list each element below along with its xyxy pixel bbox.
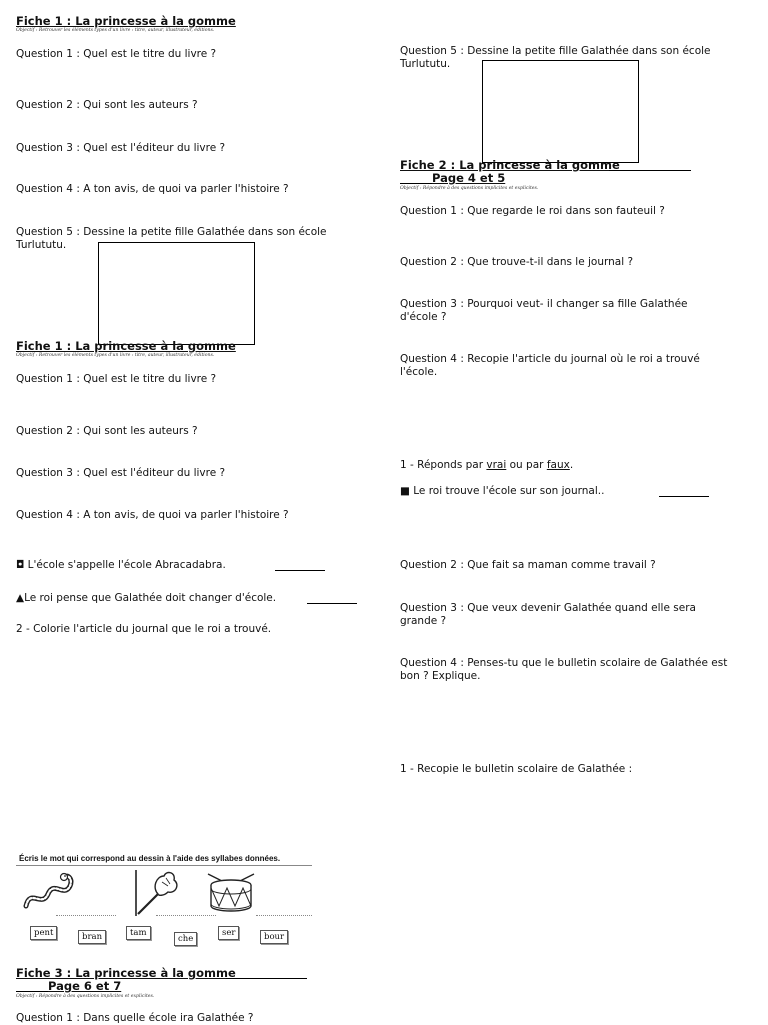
syllable-exercise-instruction: Écris le mot qui correspond au dessin à l'aide des syllabes données. — [19, 854, 281, 863]
fiche1-objective: Objectif : Retrouver les éléments types d'un livre : titre, auteur, illustrateur, éditions. — [16, 28, 215, 33]
fiche2-question-1: Question 1 : Que regarde le roi dans son fauteuil ? — [400, 205, 665, 217]
fiche2-question-3-line2: d'école ? — [400, 311, 447, 323]
fiche3-question-1: Question 1 : Dans quelle école ira Galathée ? — [16, 1012, 254, 1024]
syllable-card: bour — [260, 930, 288, 944]
fiche1-copy-question-2: Question 2 : Qui sont les auteurs ? — [16, 425, 198, 437]
exercise-1-mid: ou par — [506, 459, 547, 471]
fiche2b-question-3-line2: grande ? — [400, 615, 447, 627]
syllable-card: ser — [218, 926, 239, 940]
statement-1: ■ Le roi trouve l'école sur son journal.. — [400, 485, 605, 497]
fiche1-question-5-line1: Question 5 : Dessine la petite fille Galathée dans son école — [16, 226, 327, 238]
fiche1-title: Fiche 1 : La princesse à la gomme — [16, 14, 236, 28]
exercise-1-end: . — [569, 459, 574, 471]
fiche2-title: Fiche 2 : La princesse à la gomme — [400, 158, 620, 172]
fiche1-objective-copy: Objectif : Retrouver les éléments types d'un livre : titre, auteur, illustrateur, éditions. — [16, 353, 215, 358]
fiche3-title: Fiche 3 : La princesse à la gomme — [16, 966, 236, 980]
word-faux: faux — [546, 459, 570, 471]
fiche2-objective: Objectif : Répondre à des questions implicites et explicites. — [400, 186, 539, 191]
answer-line-statement-2[interactable] — [275, 570, 325, 571]
syllable-card: tam — [126, 926, 151, 940]
fiche1-copy-question-3: Question 3 : Quel est l'éditeur du livre ? — [16, 467, 226, 479]
drum-icon — [204, 872, 258, 916]
fiche1-question-5-line2: Turlututu. — [16, 239, 67, 251]
answer-line-statement-1[interactable] — [659, 496, 709, 497]
fiche2-question-3-line1: Question 3 : Pourquoi veut- il changer sa fille Galathée — [400, 298, 688, 310]
fiche3-pages-line — [16, 991, 48, 992]
fiche2b-exercise-1: 1 - Recopie le bulletin scolaire de Galathée : — [400, 763, 633, 775]
answer-dots-2[interactable] — [156, 915, 216, 916]
answer-dots-1[interactable] — [56, 915, 116, 916]
fiche1-question-1: Question 1 : Quel est le titre du livre ? — [16, 48, 217, 60]
fiche2-question-4-line2: l'école. — [400, 366, 438, 378]
fiche2-title-line — [609, 170, 691, 171]
fiche1-question-3: Question 3 : Quel est l'éditeur du livre ? — [16, 142, 226, 154]
syllable-card: pent — [30, 926, 57, 940]
fiche2-question-2: Question 2 : Que trouve-t-il dans le journal ? — [400, 256, 634, 268]
fiche2b-question-2: Question 2 : Que fait sa maman comme travail ? — [400, 559, 656, 571]
snake-icon — [20, 868, 80, 914]
fiche3-pages: Page 6 et 7 — [48, 979, 122, 993]
fiche2-question-4-line1: Question 4 : Recopie l'article du journal où le roi a trouvé — [400, 353, 700, 365]
word-vrai: vrai — [486, 459, 507, 471]
statement-3: ▲Le roi pense que Galathée doit changer d'école. — [16, 592, 277, 604]
answer-dots-3[interactable] — [256, 915, 312, 916]
statement-2: ◘ L'école s'appelle l'école Abracadabra. — [16, 559, 226, 571]
right-question-5-line1: Question 5 : Dessine la petite fille Galathée dans son école — [400, 45, 711, 57]
syllable-exercise — [16, 850, 312, 950]
syllable-card: che — [174, 932, 197, 946]
fiche1-question-2: Question 2 : Qui sont les auteurs ? — [16, 99, 198, 111]
fiche2-pages: Page 4 et 5 — [432, 171, 506, 185]
fiche2-pages-line — [400, 183, 432, 184]
fiche3-objective: Objectif : Répondre à des questions implicites et explicites. — [16, 994, 155, 999]
fiche2b-question-3-line1: Question 3 : Que veux devenir Galathée quand elle sera — [400, 602, 696, 614]
fiche2b-question-4-line2: bon ? Explique. — [400, 670, 481, 682]
fiche1-title-copy: Fiche 1 : La princesse à la gomme — [16, 339, 236, 353]
syllable-card: bran — [78, 930, 106, 944]
drawing-box[interactable] — [98, 242, 255, 345]
exercise-2-instruction: 2 - Colorie l'article du journal que le roi a trouvé. — [16, 623, 272, 635]
answer-line-statement-3[interactable] — [307, 603, 357, 604]
fiche3-title-line — [226, 978, 307, 979]
exercise-1-instruction — [400, 459, 573, 472]
right-question-5-line2: Turlututu. — [400, 58, 451, 70]
fiche1-question-4: Question 4 : A ton avis, de quoi va parler l'histoire ? — [16, 183, 289, 195]
fiche2b-question-4-line1: Question 4 : Penses-tu que le bulletin scolaire de Galathée est — [400, 657, 728, 669]
fiche1-copy-question-1: Question 1 : Quel est le titre du livre ? — [16, 373, 217, 385]
branch-icon — [128, 866, 182, 918]
exercise-1-prefix: 1 - Réponds par — [400, 459, 487, 471]
fiche1-copy-question-4: Question 4 : A ton avis, de quoi va parler l'histoire ? — [16, 509, 289, 521]
drawing-box-right[interactable] — [482, 60, 639, 163]
